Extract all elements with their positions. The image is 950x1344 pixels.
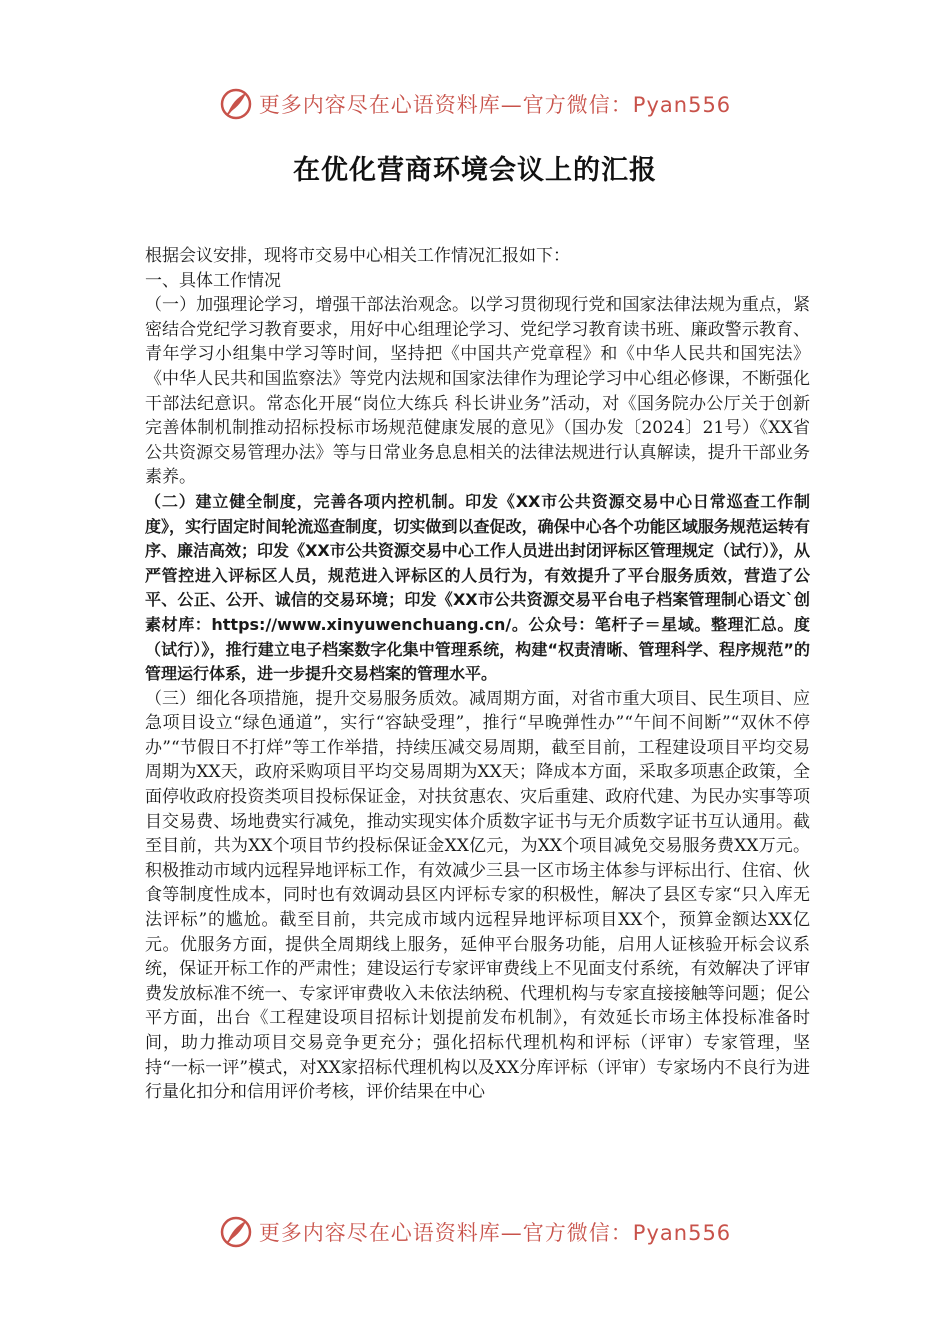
watermark-text: 更多内容尽在心语资料库—官方微信：Pyan556 [258,93,732,117]
section-heading: 一、具体工作情况 [145,270,281,291]
paragraph-2: （二）建立健全制度，完善各项内控机制。印发《XX市公共资源交易中心日常巡查工作制度》，实行固定时间轮流巡查制度，切实做到以查促改，确保中心各个功能区域服务规范运转有序、廉洁高效；印发《XX市公共资源交易中心工作人员进出封闭评标区管理规定（试行）》，从严管控进入评标区人员，规范进入评标区的人员行为，有效提升了平台服务质效，营造了公平、公正、公开、诚信的交易环境；印发《XX市公共资源交易平台电子档案管理制心语文`创素材库：https://www.xinyuwenchuang.cn/。公众号：笔杆子＝星域。整理汇总。度（试行）》，推行建立电子档案数字化集中管理系统，构建“权责清晰、管理科学、程序规范”的管理运行体系，进一步提升交易档案的管理水平。 [145,491,810,684]
intro-paragraph: 根据会议安排，现将市交易中心相关工作情况汇报如下： [145,246,570,266]
quill-logo-icon [219,87,253,121]
paragraph-3: （三）细化各项措施，提升交易服务质效。减周期方面，对省市重大项目、民生项目、应急项目设立“绿色通道”，实行“容缺受理”，推行“早晚弹性办”“午间不间断”“双休不停办”“节假日不打烊”等工作举措，持续压减交易周期，截至目前，工程建设项目平均交易周期为XX天，政府采购项目平均交易周期为XX天；降成本方面，采取多项惠企政策，全面停收政府投资类项目投标保证金，对扶贫惠农、灾后重建、政府代建、为民办实事等项目交易费、场地费实行减免，推动实现实体介质数字证书与无介质数字证书互认通用。截至目前，共为XX个项目节约投标保证金XX亿元，为XX个项目减免交易服务费XX万元。积极推动市域内远程异地评标工作，有效减少三县一区市场主体参与评标出行、住宿、伙食等制度性成本，同时也有效调动县区内评标专家的积极性，解决了县区专家“只入库无法评标”的尴尬。截至目前，共完成市域内远程异地评标项目XX个，预算金额达XX亿元。优服务方面，提供全周期线上服务，延伸平台服务功能，启用人证核验开标会议系统，保证开标工作的严肃性；建设运行专家评审费线上不见面支付系统，有效解决了评审费发放标准不统一、专家评审费收入未依法纳税、代理机构与专家直接接触等问题；促公平方面，出台《工程建设项目招标计划提前发布机制》，有效延长市场主体投标准备时间，助力推动项目交易竞争更充分；强化招标代理机构和评标（评审）专家管理，坚持“一标一评”模式，对XX家招标代理机构以及XX分库评标（评审）专家场内不良行为进行量化扣分和信用评价考核，评价结果在中心 [145,688,810,1103]
paragraph-1: （一）加强理论学习，增强干部法治观念。以学习贯彻现行党和国家法律法规为重点，紧密结合党纪学习教育要求，用好中心组理论学习、党纪学习教育读书班、廉政警示教育、青年学习小组集中学习等时间，坚持把《中国共产党章程》和《中华人民共和国宪法》《中华人民共和国监察法》等党内法规和国家法律作为理论学习中心组必修课，不断强化干部法纪意识。常态化开展“岗位大练兵 科长讲业务”活动，对《国务院办公厅关于创新完善体制机制推动招标投标市场规范健康发展的意见》（国办发〔2024〕21号）《XX省公共资源交易管理办法》等与日常业务息息相关的法律法规进行认真解读，提升干部业务素养。 [145,295,810,488]
document-title: 在优化营商环境会议上的汇报 [293,155,657,186]
watermark-text: 更多内容尽在心语资料库—官方微信：Pyan556 [258,1221,732,1245]
watermark-footer [0,1212,950,1252]
watermark-header [0,84,950,124]
quill-logo-icon [219,1215,253,1249]
document-body [145,244,810,1105]
